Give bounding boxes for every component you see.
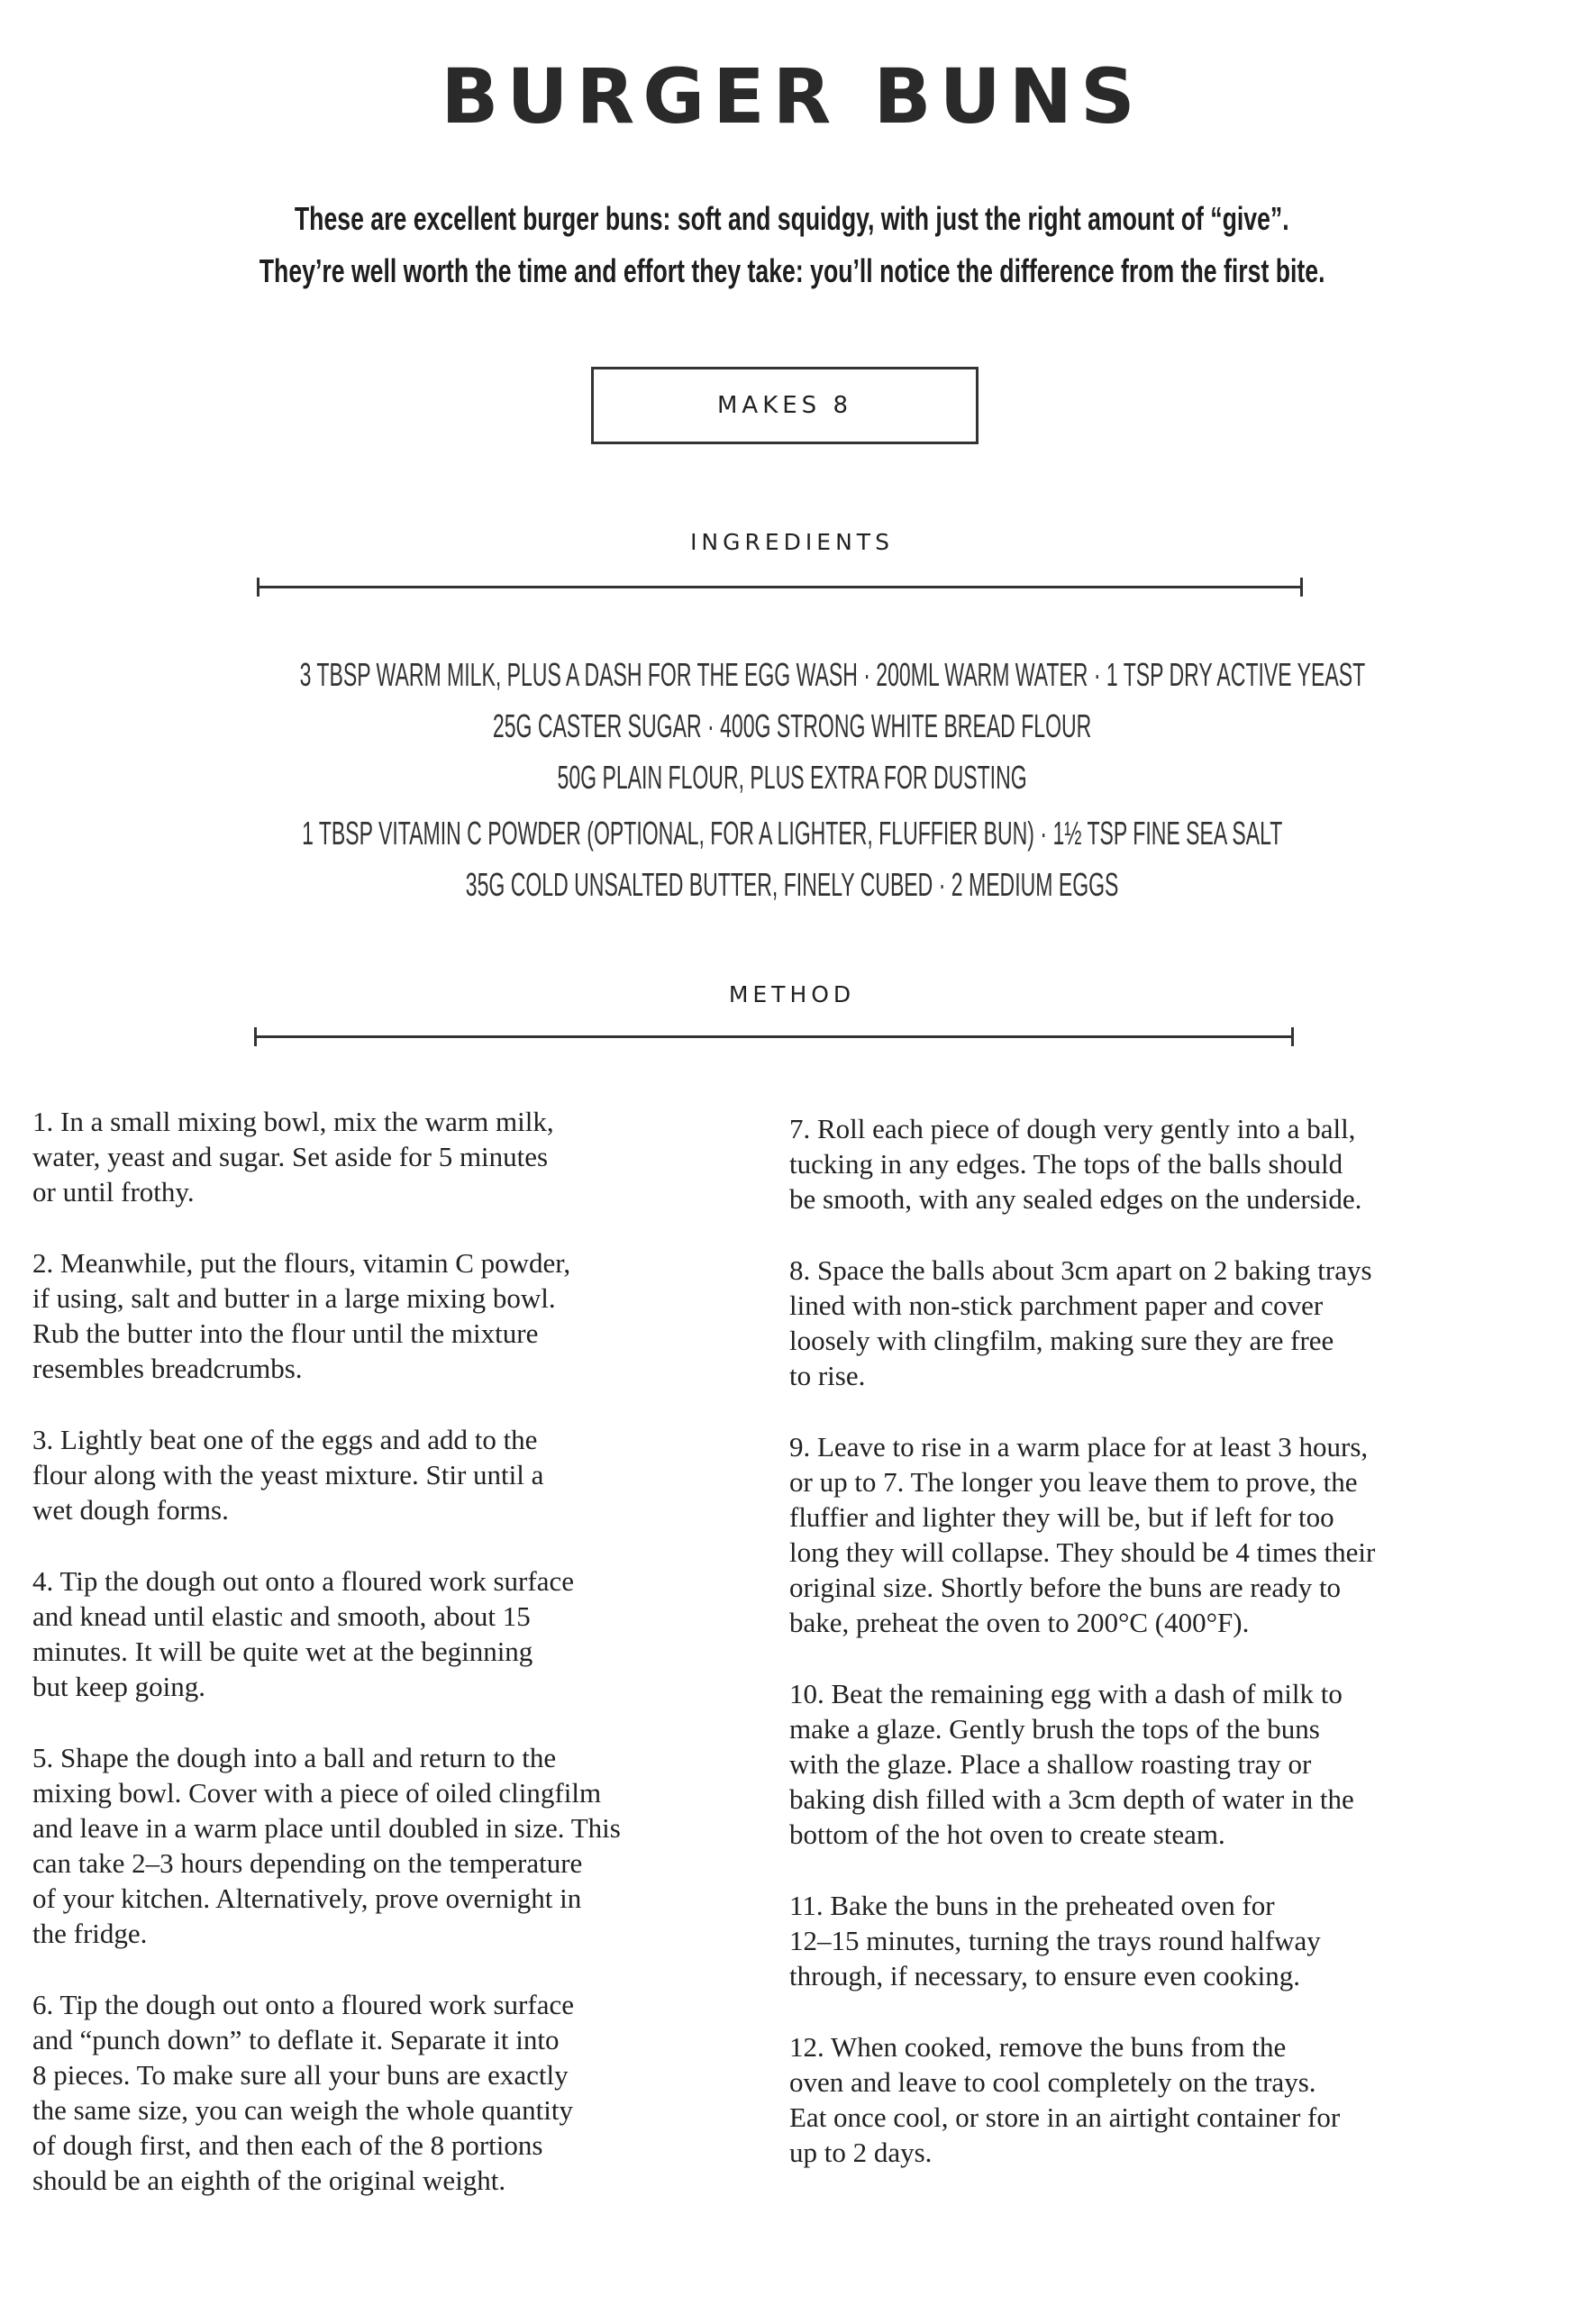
- method-left-column: [32, 1104, 753, 2234]
- method-step: 2. Meanwhile, put the flours, vitamin C powder, if using, salt and butter in a large mixing bowl. Rub the butter into the flour until the mixture resembles breadcrumbs.: [32, 1247, 571, 1384]
- ingredient-text: 1 TBSP VITAMIN C POWDER (OPTIONAL, FOR A LIGHTER, FLUFFIER BUN) · 1½ TSP FINE SEA SALT: [301, 815, 1283, 852]
- method-step: 9. Leave to rise in a warm place for at least 3 hours, or up to 7. The longer you leave them to prove, the fluffier and lighter they will be, but if left for too long they will collapse. They should be 4 times their original size. Shortly before the buns are ready to bake, preheat the oven to 200°C (400°F).: [789, 1431, 1376, 1638]
- method-step: 7. Roll each piece of dough very gently into a ball, tucking in any edges. The tops of the balls should be smooth, with any sealed edges on the underside.: [789, 1113, 1362, 1215]
- method-step: 6. Tip the dough out onto a floured work surface and “punch down” to deflate it. Separate it into 8 pieces. To make sure all your buns are exactly the same size, you can weigh the whole quantity of dough first, and then each of the 8 portions should be an eighth of the original weight.: [32, 1989, 574, 2196]
- ingredient-text: 50G PLAIN FLOUR, PLUS EXTRA FOR DUSTING: [557, 759, 1027, 796]
- ingredient-text: 3 TBSP WARM MILK, PLUS A DASH FOR THE EGG WASH · 200ML WARM WATER · 1 TSP DRY ACTIVE YEAST: [299, 656, 1366, 693]
- intro-text: These are excellent burger buns: soft and squidgy, with just the right amount of “give”.: [295, 200, 1289, 237]
- method-step: 4. Tip the dough out onto a floured work surface and knead until elastic and smooth, about 15 minutes. It will be quite wet at the beginning but keep going.: [32, 1565, 574, 1702]
- method-divider: [254, 1035, 1294, 1038]
- method-step: 5. Shape the dough into a ball and return to the mixing bowl. Cover with a piece of oiled clingfilm and leave in a warm place until doubled in size. This can take 2–3 hours depending on the temperature of your kitchen. Alternatively, prove overnight in the fridge.: [32, 1742, 621, 1949]
- method-step: 3. Lightly beat one of the eggs and add to the flour along with the yeast mixture. Stir until a wet dough forms.: [32, 1424, 544, 1526]
- method-step: 12. When cooked, remove the buns from the oven and leave to cool completely on the trays. Eat once cool, or store in an airtight container for up to 2 days.: [789, 2031, 1341, 2168]
- method-step: 10. Beat the remaining egg with a dash of milk to make a glaze. Gently brush the tops of the buns with the glaze. Place a shallow roasting tray or baking dish filled with a 3cm depth of water in the bottom of the hot oven to create steam.: [789, 1678, 1354, 1850]
- ingredient-line: [0, 656, 1584, 694]
- ingredient-line: [0, 866, 1584, 904]
- yield-box: MAKES 8: [591, 367, 979, 444]
- ingredient-line: [0, 707, 1584, 745]
- ingredient-text: 25G CASTER SUGAR · 400G STRONG WHITE BREAD FLOUR: [492, 707, 1092, 744]
- intro-line-2: [0, 252, 1584, 290]
- method-heading: METHOD: [728, 981, 856, 1007]
- intro-line-1: [0, 200, 1584, 238]
- ingredients-heading: INGREDIENTS: [690, 529, 894, 555]
- ingredient-text: 35G COLD UNSALTED BUTTER, FINELY CUBED · 2 MEDIUM EGGS: [465, 866, 1119, 903]
- ingredient-line: [0, 759, 1584, 797]
- method-step: 1. In a small mixing bowl, mix the warm milk, water, yeast and sugar. Set aside for 5 minutes or until frothy.: [32, 1106, 554, 1208]
- method-step: 8. Space the balls about 3cm apart on 2 baking trays lined with non-stick parchment paper and cover loosely with clingfilm, making sure they are free to rise.: [789, 1254, 1372, 1391]
- ingredients-divider: [257, 586, 1303, 588]
- recipe-title: BURGER BUNS: [441, 52, 1143, 141]
- method-right-column: [789, 1111, 1510, 2206]
- method-step: 11. Bake the buns in the preheated oven for 12–15 minutes, turning the trays round halfway through, if necessary, to ensure even cooking.: [789, 1890, 1321, 1991]
- intro-text: They’re well worth the time and effort they take: you’ll notice the difference from the first bite.: [259, 252, 1325, 289]
- ingredient-line: [0, 815, 1584, 852]
